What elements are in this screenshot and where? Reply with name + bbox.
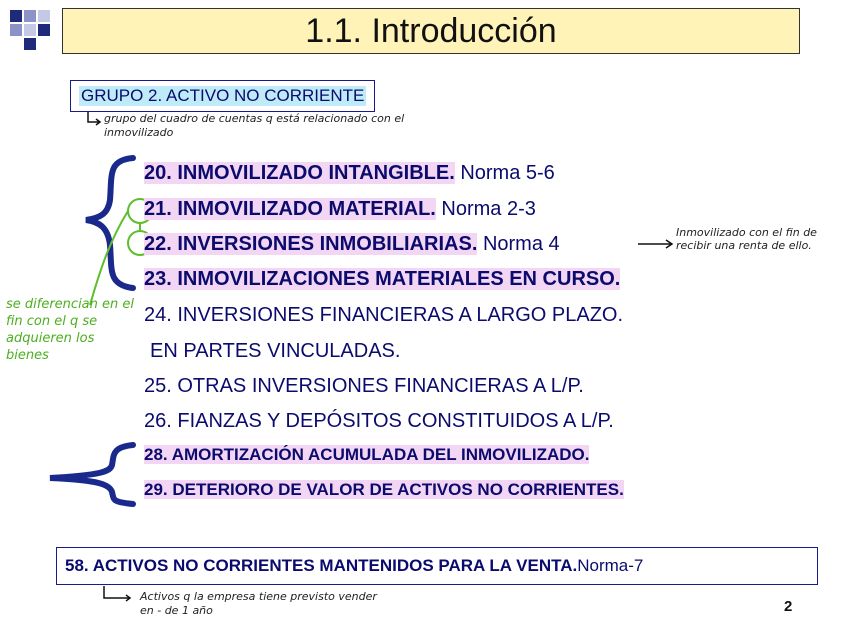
handwritten-note-left: se diferencian en el fin con el q se adquieren los bienes [6,297,135,363]
grupo-label: GRUPO 2. ACTIVO NO CORRIENTE [81,86,365,105]
box58-bold: 58. ACTIVOS NO CORRIENTES MANTENIDOS PARA LA VENTA. [65,556,578,575]
bracket-bottom [50,445,133,504]
page-number: 2 [784,598,793,615]
box58-normal: Norma-7 [577,556,644,575]
bracket-top [86,158,133,288]
box-58 [56,547,818,585]
handwritten-note-right: Inmovilizado con el fin de recibir una renta de ello. [676,226,817,252]
arrow-58 [104,586,130,601]
item-24-cont: EN PARTES VINCULADAS. [150,340,401,362]
slide-title: 1.1. Introducción [62,8,800,54]
arrow-grupo [88,112,100,125]
arrow-norma4 [638,240,672,248]
item-26: 26. FIANZAS Y DEPÓSITOS CONSTITUIDOS A L/P. [144,410,614,432]
item-21: 21. INMOVILIZADO MATERIAL. Norma 2-3 [144,198,536,220]
item-20: 20. INMOVILIZADO INTANGIBLE. Norma 5-6 [144,162,555,184]
item-25: 25. OTRAS INVERSIONES FINANCIERAS A L/P. [144,375,584,397]
item-22: 22. INVERSIONES INMOBILIARIAS. Norma 4 [144,233,560,255]
item-23: 23. INMOVILIZACIONES MATERIALES EN CURSO. [144,268,621,290]
handwritten-note-grupo: grupo del cuadro de cuentas q está relacionado con el inmovilizado [104,112,405,139]
handwritten-note-bottom: Activos q la empresa tiene previsto vender en - de 1 año [140,590,377,617]
item-24: 24. INVERSIONES FINANCIERAS A LARGO PLAZO. [144,304,624,326]
item-29: 29. DETERIORO DE VALOR DE ACTIVOS NO CORRIENTES. [144,480,624,499]
item-28: 28. AMORTIZACIÓN ACUMULADA DEL INMOVILIZADO. [144,445,590,464]
